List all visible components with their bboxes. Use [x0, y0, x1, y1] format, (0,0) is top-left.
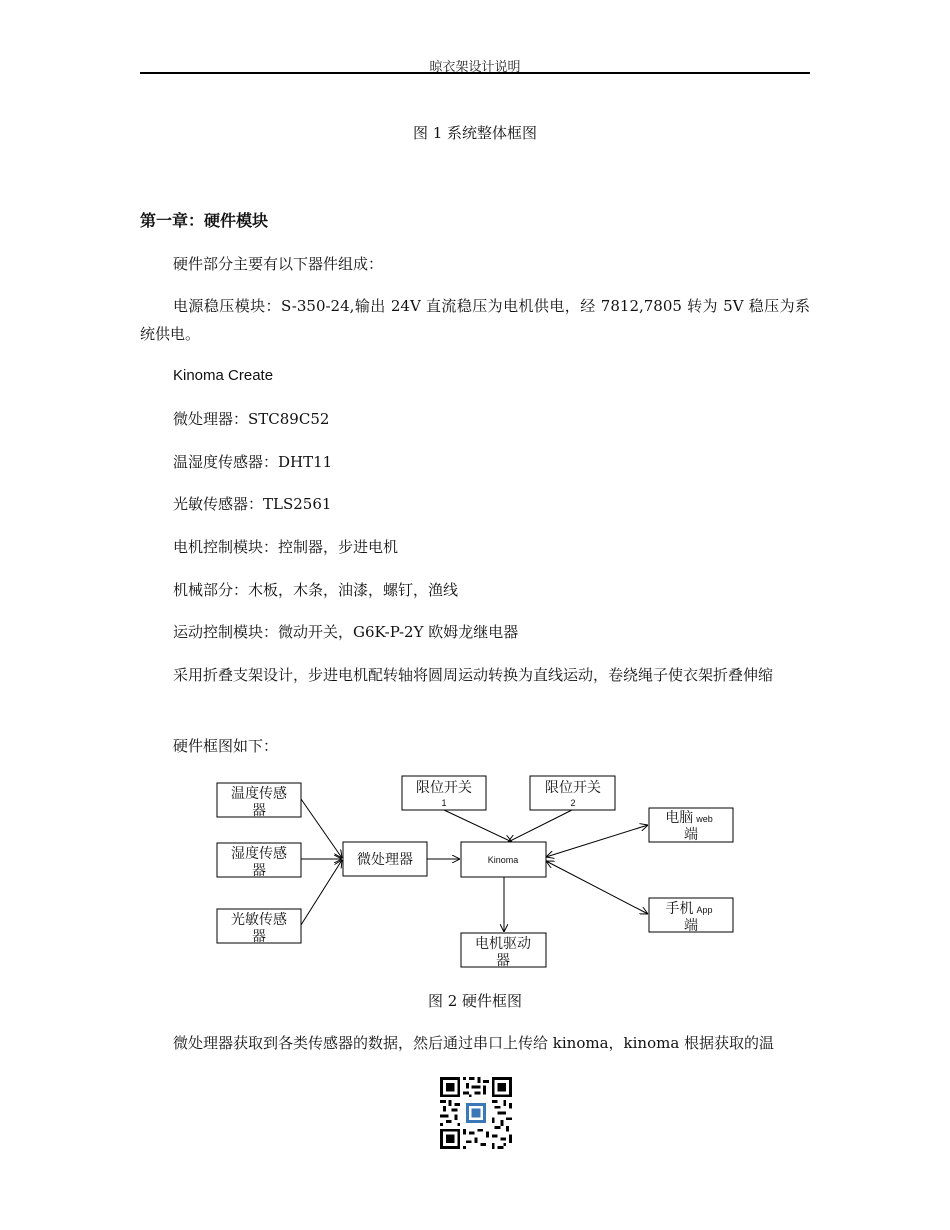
paragraph-mcu: 微处理器：STC89C52 — [173, 410, 330, 428]
chapter-title: 第一章：硬件模块 — [140, 211, 269, 230]
node-phone-label-2: 端 — [684, 918, 698, 934]
paragraph-humidity: 温湿度传感器：DHT11 — [173, 453, 333, 471]
node-kinoma-label: Kinoma — [487, 855, 519, 865]
figure-2-caption: 图 2 硬件框图 — [427, 992, 523, 1010]
paragraph-mechanical: 机械部分：木板，木条，油漆，螺钉，渔线 — [173, 581, 459, 599]
node-pc-label-2: 端 — [684, 827, 698, 843]
page-header: 晾衣架设计说明 — [429, 60, 521, 75]
paragraph-design: 采用折叠支架设计，步进电机配转轴将圆周运动转换为直线运动，卷绕绳子使衣架折叠伸缩 — [173, 666, 774, 684]
edge-temp-mcu — [301, 799, 342, 858]
qr-code-icon — [440, 1077, 512, 1149]
paragraph-diagram-intro: 硬件框图如下： — [173, 737, 279, 755]
edge-limit1-kinoma — [444, 810, 512, 842]
paragraph-kinoma: Kinoma Create — [173, 367, 274, 384]
node-humidity-label-2: 器 — [252, 863, 266, 879]
node-limit1-label-2: 1 — [441, 798, 447, 808]
node-light-label-1: 光敏传感 — [231, 912, 287, 928]
paragraph-light: 光敏传感器：TLS2561 — [173, 495, 332, 513]
node-limit2-label-1: 限位开关 — [545, 780, 601, 796]
node-mcu-label: 微处理器 — [357, 852, 413, 868]
node-temp-label-2: 器 — [252, 803, 266, 819]
paragraph-power: 电源稳压模块：S-350-24,输出 24V 直流稳压为电机供电，经 7812,7805 转为 5V 稳压为系统供电。 — [140, 297, 810, 343]
paragraph-closing: 微处理器获取到各类传感器的数据，然后通过串口上传给 kinoma，kinoma 根据获取的温 — [173, 1034, 775, 1052]
paragraph-intro: 硬件部分主要有以下器件组成： — [173, 255, 384, 273]
edge-light-mcu — [301, 860, 342, 925]
node-light-label-2: 器 — [252, 929, 266, 945]
node-humidity-label-1: 湿度传感 — [231, 846, 287, 862]
edge-kinoma-pc — [546, 825, 648, 857]
paragraph-motion: 运动控制模块：微动开关，G6K-P-2Y 欧姆龙继电器 — [173, 623, 519, 641]
node-temp-label-1: 温度传感 — [231, 786, 287, 802]
node-motor-label-2: 器 — [496, 953, 510, 969]
node-motor-label-1: 电机驱动 — [475, 936, 531, 952]
node-phone-label-1: 手机 App — [665, 901, 713, 917]
edge-kinoma-phone — [546, 861, 648, 914]
edge-limit2-kinoma — [508, 810, 572, 842]
node-limit1-label-1: 限位开关 — [416, 780, 472, 796]
figure-1-caption: 图 1 系统整体框图 — [412, 124, 538, 142]
paragraph-motor: 电机控制模块：控制器，步进电机 — [173, 538, 399, 556]
node-pc-label-1: 电脑 web — [665, 810, 713, 826]
node-limit2-label-2: 2 — [570, 798, 576, 808]
